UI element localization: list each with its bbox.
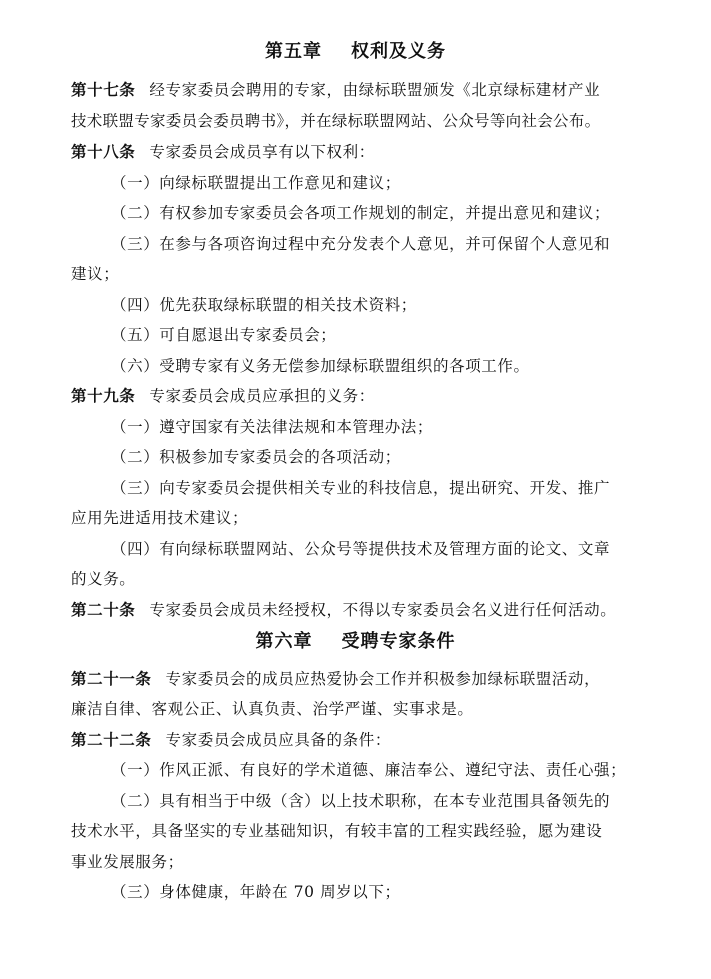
article-19-item-4-cont: 的义务。 [71, 570, 136, 588]
article-17-line-1 [71, 80, 600, 100]
article-19-item-3: （三）向专家委员会提供相关专业的科技信息，提出研究、开发、推广 [111, 479, 611, 497]
article-19-number: 第十九条 [71, 387, 136, 405]
article-18-lead: 专家委员会成员享有以下权利： [149, 143, 375, 161]
article-18-item-2: （二）有权参加专家委员会各项工作规划的制定，并提出意见和建议； [111, 204, 611, 222]
article-22-line-1 [71, 730, 391, 750]
article-18-item-1: （一）向绿标联盟提出工作意见和建议； [111, 174, 401, 192]
article-18-item-3: （三）在参与各项咨询过程中充分发表个人意见，并可保留个人意见和 [111, 235, 611, 253]
chapter-5-title: 第五章 权利及义务 [264, 41, 447, 62]
article-22-item-2-cont-1: 技术水平，具备坚实的专业基础知识，有较丰富的工程实践经验，愿为建设 [71, 822, 603, 840]
article-19-item-1: （一）遵守国家有关法律法规和本管理办法； [111, 418, 434, 436]
article-22-item-2: （二）具有相当于中级（含）以上技术职称，在本专业范围具备领先的 [111, 792, 611, 810]
article-17-text-1: 经专家委员会聘用的专家，由绿标联盟颁发《北京绿标建材产业 [149, 81, 601, 99]
article-19-lead: 专家委员会成员应承担的义务： [149, 387, 375, 405]
article-20-text: 专家委员会成员未经授权，不得以专家委员会名义进行任何活动。 [149, 601, 617, 619]
article-18-item-3-cont: 建议； [71, 265, 120, 283]
article-22-item-1: （一）作风正派、有良好的学术道德、廉洁奉公、遵纪守法、责任心强； [111, 761, 627, 779]
article-18-item-6: （六）受聘专家有义务无偿参加绿标联盟组织的各项工作。 [111, 357, 530, 375]
article-19-line-1 [71, 386, 375, 406]
article-17-number: 第十七条 [71, 81, 136, 99]
article-22-lead: 专家委员会成员应具备的条件： [165, 731, 391, 749]
article-21-line-2: 廉洁自律、客观公正、认真负责、治学严谨、实事求是。 [71, 700, 474, 718]
chapter-6-title: 第六章 受聘专家条件 [255, 631, 456, 652]
article-20-number: 第二十条 [71, 601, 136, 619]
article-18-line-1 [71, 142, 375, 162]
article-19-item-4: （四）有向绿标联盟网站、公众号等提供技术及管理方面的论文、文章 [111, 540, 611, 558]
article-18-number: 第十八条 [71, 143, 136, 161]
article-18-item-4: （四）优先获取绿标联盟的相关技术资料； [111, 296, 417, 314]
article-22-item-2-cont-2: 事业发展服务； [71, 853, 184, 871]
article-18-item-5: （五）可自愿退出专家委员会； [111, 326, 337, 344]
article-19-item-2: （二）积极参加专家委员会的各项活动； [111, 448, 401, 466]
article-22-number: 第二十二条 [71, 731, 152, 749]
article-22-item-3: （三）身体健康，年龄在 70 周岁以下； [111, 883, 401, 901]
article-21-number: 第二十一条 [71, 670, 152, 688]
article-19-item-3-cont: 应用先进适用技术建议； [71, 509, 249, 527]
article-21-text-1: 专家委员会的成员应热爱协会工作并积极参加绿标联盟活动， [165, 670, 601, 688]
article-21-line-1 [71, 669, 600, 689]
article-20-line-1 [71, 600, 616, 620]
article-17-line-2: 技术联盟专家委员会委员聘书》，并在绿标联盟网站、公众号等向社会公布。 [71, 112, 601, 130]
